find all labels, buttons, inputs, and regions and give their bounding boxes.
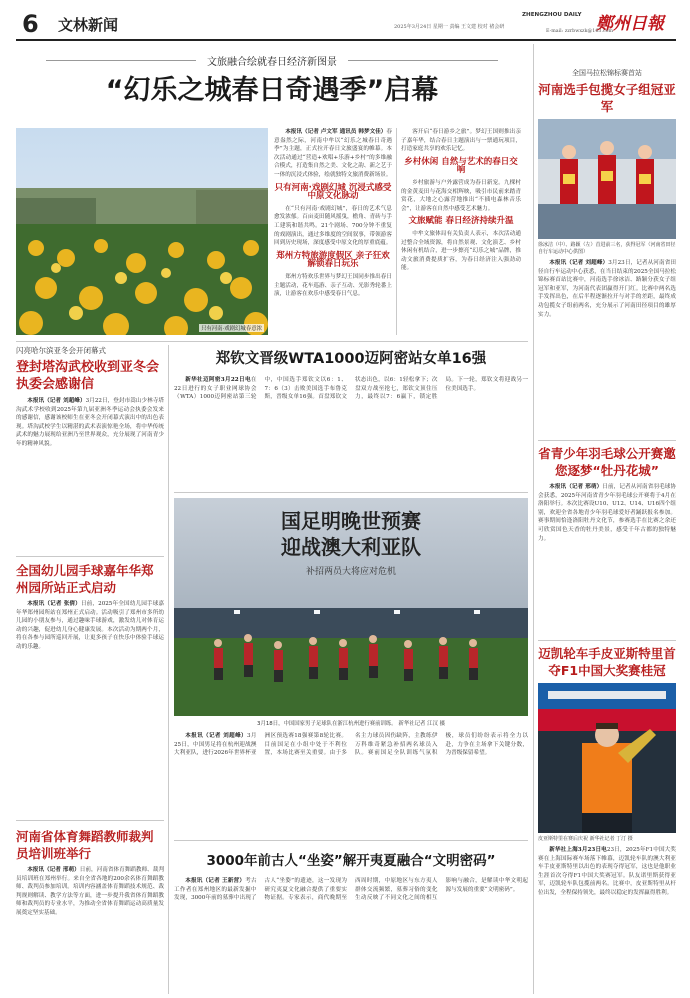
- right3-caption: 皮亚斯特里在赛后庆祝 新华社记者 丁汀 摄: [538, 836, 633, 842]
- paper-logo: 鄭州日報: [596, 14, 664, 34]
- right3-text: 23日，2025年F1中国大奖赛在上海国际赛车场落下帷幕，迈凯轮车队的澳大利亚车手皮亚斯特里以出色的表现夺得冠军，这也是他职业生涯首次夺得F1中国大奖赛冠军。队友诺里斯获得亚军，迈凯轮车队包揽前两名。比赛中，皮亚斯特里从杆位出发，全程保持领先，最终以稳定的发挥赢得胜利。: [538, 847, 676, 896]
- football-byline: 本报讯（记者 刘超峰）: [185, 733, 247, 739]
- right1-photo: [538, 119, 676, 239]
- football-headline-1: 国足明晚世预赛: [281, 509, 421, 533]
- left-story-2: [16, 562, 164, 802]
- left2-byline: 本报讯（记者 张倩）: [27, 601, 81, 607]
- left1-body: [16, 397, 164, 527]
- badminton-photo: [538, 119, 676, 239]
- right3-body: [538, 846, 676, 996]
- archaeology-headline: 3000年前古人“坐姿”解开夷夏融合“文明密码”: [206, 853, 496, 869]
- page-number: 6: [22, 10, 39, 38]
- top-col2: [401, 128, 521, 335]
- archaeology-story: [174, 845, 528, 994]
- left2-headline: 全国幼儿园手球嘉年华郑州园所站正式启动: [16, 563, 154, 595]
- top-text2c: 中牟文旅体局有关负责人表示，本次活动通过整合全域资源，将自然景观、文化演艺、乡村休闲有机结合，进一步擦亮“幻乐之城”品牌，推动文旅消费提质扩容，为春日经济注入强劲动能。: [401, 230, 521, 272]
- masthead: [0, 0, 690, 40]
- left-story-3: [16, 828, 164, 994]
- football-body: [174, 732, 528, 832]
- top-col-divider: [396, 128, 397, 335]
- wta-story: [174, 345, 528, 487]
- left3-body: [16, 866, 164, 986]
- masthead-rule: [16, 39, 676, 41]
- left1-text: 3月22日，登封市嵩山少林寺塔沟武术学校收到2025年第九届亚洲冬季运动会执委会发来的感谢信，感谢该校师生在亚冬会开闭幕式演出中的出色表现。塔沟武校学生以精湛的武术表演惊艳全场，将中华传统武术的魅力展现给亚洲乃至世界观众，充分展现了河南青少年的精神风貌。: [16, 398, 164, 447]
- left3-text: 日前，河南省体育舞蹈教师、裁判员培训班在郑州举行。来自全省各地的200余名体育舞蹈教师、裁判员参加培训。培训内容涵盖体育舞蹈技术规范、裁判规则解读、教学方法等方面，进一步提升我省体育舞蹈教师和裁判员的专业水平，为推动全省体育舞蹈运动高质量发展奠定坚实基础。: [16, 867, 164, 916]
- right2-headline: 省青少年羽毛球公开赛邀您逐梦“牡丹花城”: [538, 446, 676, 478]
- center-rule-1: [174, 492, 528, 493]
- top-byline: 本报讯（记者 卢文军 通讯员 韩梦文佳）: [285, 129, 387, 135]
- right3-headline: 迈凯轮车手皮亚斯特里首夺F1中国大奖赛桂冠: [538, 646, 676, 678]
- right3-photo: [538, 683, 676, 833]
- peony-story: [538, 445, 676, 637]
- top-sub1: 只有河南·戏剧幻城 沉浸式感受中原文化脉动: [274, 182, 392, 202]
- top-story-rule: [16, 341, 528, 342]
- right1-text: 3月23日，记者从河南省田径自行车运动中心获悉，在当日结束的2025全国马拉松锦标赛首站比赛中，河南选手徐冰洁、路颖分获女子组冠军和亚军，为河南代表团赢得开门红。比赛中两名选手发挥出色，在后半程逐渐拉开与对手的差距，最终成功包揽女子组前两名，充分展示了河南田径项目的雄厚实力。: [538, 260, 676, 318]
- wta-byline: 新华社迈阿密3月22日电: [185, 377, 251, 383]
- archaeology-byline: 本报讯（记者 王新营）: [185, 878, 246, 884]
- f1-photo: [538, 683, 676, 833]
- wta-headline: 郑钦文晋级WTA1000迈阿密站女单16强: [215, 351, 487, 367]
- football-text: 3月25日，中国男足将在杭州迎战澳大利亚队，进行2026年世界杯亚洲区预选赛18强赛第8轮比赛。目前国足在小组中处于不利位置，本场比赛至关重要。由于多名主力球员因伤缺阵，主教练伊万科维奇紧急补招两名球员入队。赛前国足全队训练气氛积极，球员们纷纷表示将全力以赴，力争在主场拿下关键分数，为晋级保留希望。: [174, 733, 528, 757]
- center-rule-2: [174, 840, 528, 841]
- right1-body: [538, 259, 676, 459]
- top-sub3: 乡村休闲 自然与艺术的春日交响: [404, 156, 518, 176]
- date-line: 2025年3月24日 星期一 责编 王文建 校对 褚会研: [394, 24, 505, 30]
- wta-body: [174, 376, 528, 486]
- right2-byline: 本报讯（记者 邢萌）: [549, 484, 603, 490]
- top-col1: [274, 128, 392, 335]
- football-story: [174, 498, 528, 836]
- right2-text: 日前，记者从河南省羽毛球协会获悉，2025年河南省青少年羽毛球公开赛将于4月在洛阳举行。本次比赛设U10、U12、U14、U16四个组别，欢迎全省各地青少年羽毛球爱好者踊跃报名参加。赛事期间恰逢洛阳牡丹文化节，参赛选手在比赛之余还可欣赏国色天香的牡丹美景，感受千年古都的独特魅力。: [538, 484, 676, 542]
- badminton-story: [538, 68, 676, 436]
- top-text1c: 郑州方特欢乐世界与梦幻王国同步推出春日主题活动，花车巡游、亲子互动、光影秀轮番上演，让游客在欢乐中感受春日气息。: [274, 273, 392, 298]
- top-sub4: 文旅赋能 春日经济持续升温: [408, 216, 514, 227]
- top-text1: 春意盎然之际，河南中牟以“幻乐之城春日奇遇季”为主题，正式拉开春日文旅盛宴的帷幕。本次活动通过“营造+欢唱+乐游+乡村”的多维融合模式，打造集自然之美、文化之韵、新之艺于一体的沉浸式体验，绘就独特文旅消费新场景。: [274, 129, 392, 178]
- football-subhead: 补招两员大将应对危机: [305, 567, 396, 577]
- left-rule-1: [16, 556, 164, 557]
- left-story-1: [16, 345, 164, 545]
- right1-kicker: 全国马拉松锦标赛首站: [572, 69, 642, 77]
- right1-headline: 河南选手包揽女子组冠亚军: [538, 82, 676, 114]
- left1-headline: 登封塔沟武校收到亚冬会执委会感谢信: [16, 360, 160, 392]
- top-photo: [16, 128, 268, 335]
- right-rule-2: [538, 640, 676, 641]
- section-title: 文林新闻: [58, 16, 119, 34]
- football-caption: 3月18日，中国国家男子足球队在浙江杭州进行赛前训练。 新华社记者 江汉 摄: [257, 721, 445, 727]
- left-rule-2: [16, 820, 164, 821]
- left3-byline: 本报讯（记者 邢萌）: [27, 867, 80, 873]
- archaeology-body: [174, 877, 528, 995]
- football-headline-box: [264, 508, 438, 577]
- football-headline-2: 迎战澳大利亚队: [281, 535, 421, 559]
- top-sub2: 郑州方特旅游度假区 亲子狂欢解锁春日玩乐: [276, 250, 390, 270]
- right1-caption: 徐冰洁（中）、路颖（左）首进前三名，获得冠军（河南省田径自行车运动中心供图）: [538, 242, 676, 255]
- wta-text: 在22日进行的女子职业网球协会（WTA）1000迈阿密站第三轮中，中国选手郑钦文以6：1、7：6（3）击败美国选手布鲁克斯，晋级女单16强。首盘郑钦文状态出色，以6：1轻松拿下；次盘双方战至抢七，郑钦文顶住压力，最终以7：6赢下，锁定胜局。下一轮，郑钦文将迎战另一位美国选手。: [174, 377, 528, 401]
- top-kicker: [16, 50, 528, 68]
- left3-headline: 河南省体育舞蹈教师裁判员培训班举行: [16, 829, 154, 861]
- paper-latin: ZHENGZHOU DAILY: [522, 12, 582, 18]
- football-photo: [174, 498, 528, 716]
- f1-story: [538, 645, 676, 994]
- right-column-divider: [533, 44, 534, 994]
- top-headline: “幻乐之城春日奇遇季”启幕: [105, 75, 439, 106]
- top-story: [16, 44, 528, 340]
- right-rule-1: [538, 440, 676, 441]
- top-photo-caption: 只有河南·戏剧幻城春意浓: [200, 326, 262, 332]
- top-text2b: 乡村旅游与户外露营成为春日新宠。九棵村的金黄麦田与花海交相辉映，吸引市民前来踏青赏花，大地之心露营地推出“不插电森林音乐会”，让游客在自然中感受艺术魅力。: [401, 179, 521, 212]
- top-text1b: 在“只有河南·戏剧幻城”，春日的艺术气息愈发浓郁。百亩麦田随风摇曳，檐角、青砖与手工建筑和谐共鸣。21个剧场、700分钟不重复的戏剧演出，通过多维度的空间叙事，带领游客回到历史现场，深度感受中原文化的厚重底蕴。: [274, 205, 392, 247]
- top-kicker-text: 文旅融合绘就春日经济新图景: [207, 57, 337, 68]
- garden-photo: [16, 128, 268, 335]
- archaeology-text: 考古工作者在郑州地区的最新发掘中发现，3000年前的墓葬中出现了古人“坐姿”的遗迹，这一发现为研究夷夏文化融合提供了重要实物证据。专家表示，商代晚期至西周时期，中原地区与东方夷人群体交流频繁，墓葬习俗的变化生动反映了不同文化之间的相互影响与融合，是解读中华文明起源与发展的重要“文明密码”。: [174, 878, 528, 902]
- top-text2: 客开启“春日游乡之旅”。梦幻王国则推出亲子嘉年华，结合春日主题演出与一票通玩项目，打造家庭共享的欢乐记忆。: [401, 129, 521, 153]
- left1-byline: 本报讯（记者 刘超峰）: [27, 398, 86, 404]
- email: E-mail: zzrbwxzk@163.com: [546, 29, 614, 34]
- left1-kicker: 闪亮哈尔滨亚冬会开闭幕式: [16, 346, 106, 355]
- left2-text: 日前，2025年全国幼儿园手球嘉年华郑州园所站在郑州正式启动。活动吸引了郑州市多所幼儿园的小朋友参与，通过趣味手球游戏，激发幼儿对体育运动的兴趣，促进幼儿身心健康发展。本次活动为期两个月，将在各参与园所巡回开展，让更多孩子在快乐中体验手球运动的乐趣。: [16, 601, 164, 650]
- right1-byline: 本报讯（记者 刘超峰）: [549, 260, 609, 266]
- left-column-divider: [168, 345, 169, 994]
- right2-body: [538, 483, 676, 633]
- left2-body: [16, 600, 164, 790]
- right3-byline: 新华社上海3月23日电: [549, 847, 607, 853]
